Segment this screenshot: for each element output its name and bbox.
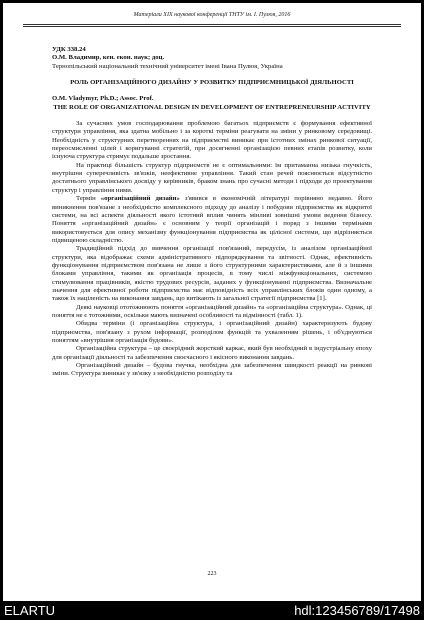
header-rule-thin: [23, 26, 401, 27]
paragraph-5: Деякі науковці ототожнюють поняття «організаційний дизайн» та «організаційна структура». Однак, ці поняття не є тотожними, оскільки мають визначені особливості та відмінності (табл. 1).: [52, 303, 372, 319]
term-organizational-design: «організаційний дизайн»: [100, 195, 180, 203]
paragraph-1: За сучасних умов господарювання проблемою багатьох підприємств є формування ефективної структури управління, яка здатна мобільно і за короткі терміни реагувати на зміни у ринковому середовищі. Необхідність у структурних перетвореннях на підприємстві виникає при істотних змінах ринкової ситуації, переосмисленні цілей і коригуванні стратегій, при досягненні організацією певних етапів розвитку, коли існуюча структура стримує подальше зростання.: [52, 120, 372, 161]
page-number: 223: [207, 571, 217, 577]
title-en: THE ROLE OF ORGANIZATIONAL DESIGN IN DEVELOPMENT OF ENTREPRENEURSHIP ACTIVITY: [53, 103, 371, 111]
paragraph-8: Організаційний дизайн – будова гнучка, необхідна для забезпечення швидкості реакції на ринкові зміни. Структура виникає у зв'язку з необхідністю розподілу та: [52, 362, 372, 378]
paragraph-4: Традиційний підхід до вивчення організації пов'язаний, передусім, із аналізом організаційної структури, яка відображає схеми адміністративного підпорядкування та звітності. Однак, ефективність функціонування підприємством пов'язана не лише з його структурними характеристиками, але й з іншими блоками управління, такими як організація процесів, в тому числі міжфункціональних, системою стимулювання працівників, якістю трудових ресурсів, заданих у функціонуванні підприємства. Визначальне значення для ефективної роботи підприємства має відповідність всіх управлінських блоків один одному, а також їх націленість на виконання завдань, що витікають із загальної стратегії підприємства [1].: [52, 245, 372, 303]
paragraph-3-rest: з'явився в економічній літературі порівняно недавно. Його виникнення пов'язане з необхідністю комплексного підходу до аналізу і побудови підприємства як відкритої системи, на всі аспекти діяльності якого істотний вплив чинять мінливі зовнішні умови ведення бізнесу. Поняття «організаційний дизайн» є основним у теорії організацій і поряд з іншими термінами використовується для опису механізму функціонування підприємства як цілісної системи, що відрізняється підвищеною складністю.: [52, 195, 372, 244]
title-ua: РОЛЬ ОРГАНІЗАЦІЙНОГО ДИЗАЙНУ У РОЗВИТКУ ПІДПРИЄМНИЦЬКОЇ ДІЯЛЬНОСТІ: [70, 79, 354, 87]
author-ua: О.М. Владимир, кен. екон. наук; доц.: [52, 54, 165, 62]
affiliation: Тернопільський національний технічний університет імені Івана Пулюя, Україна: [52, 62, 283, 70]
running-header: Матеріали ХІХ наукової конференції ТНТУ ім. І. Пулюя, 2016: [133, 12, 291, 18]
document-page: [3, 3, 421, 601]
paragraph-7: Організаційна структура – це своєрідний жорсткий каркас, який був необхідний в індустріальну епоху для організації діяльності та забезпечення своєчасного і якісного виконання завдань.: [52, 345, 372, 361]
header-rule: [23, 24, 401, 25]
paragraph-2: На практиці більшість структур підприємств не є оптимальними: їм притаманна низька гнучкість, внутрішня суперечливість зв'язків, неефективне управління. Такий стан речей пояснюється відсутністю достатнього управлінського досвіду у керівників, браком знань про сучасні методи і підходи до проектування структур і управління ними.: [52, 161, 372, 194]
footer-handle: hdl:123456789/17498: [294, 603, 420, 618]
paragraph-3-start: Термін: [76, 195, 101, 203]
paragraph-3: [52, 195, 372, 245]
article-body: [52, 46, 372, 379]
footer-repository-label: ELARTU: [4, 603, 56, 618]
udc-code: УДК 338.24: [52, 46, 86, 53]
author-en: O.M. Vladymyr, Ph.D.; Assoc. Prof.: [52, 95, 154, 103]
paragraph-6: Обидва терміни (і організаційна структура, і організаційний дизайн) характеризують будову підприємства, пов'язану з рухом інформації, розподілом функцій та ухваленням рішень, і об'єднуються поняттям «внутрішня організація будови».: [52, 320, 372, 344]
footer-bar: [0, 601, 424, 620]
